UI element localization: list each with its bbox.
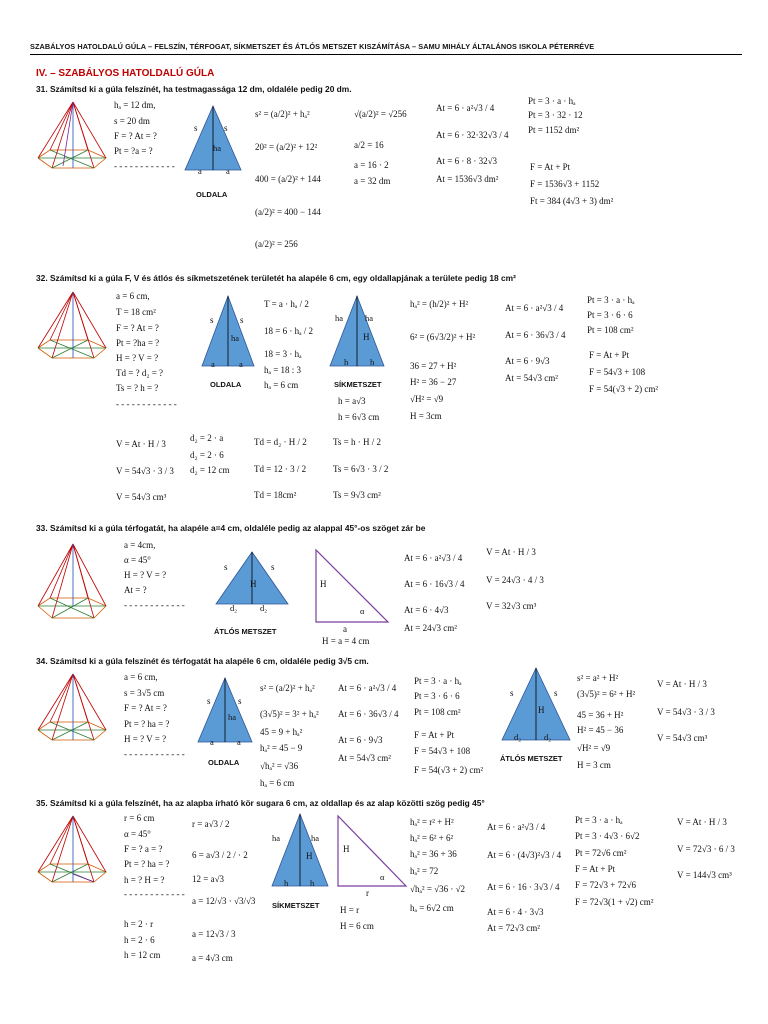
calc-line: hₐ = 6√2 cm [410, 903, 454, 913]
calc-line: V = At · H / 3 [657, 679, 707, 689]
label-ha: ha [272, 833, 281, 843]
calc-line: (3√5)² = 6² + H² [577, 689, 636, 699]
given-line: r = 6 cm [124, 813, 155, 823]
calc-line: a = 16 · 2 [354, 160, 389, 170]
triangle-side-32 [200, 294, 256, 368]
triangle-side-31 [183, 104, 243, 172]
label-oldala: OLDALA [210, 380, 242, 389]
calc-line: a = 4√3 cm [192, 953, 233, 963]
calc-line: hₐ² = (h/2)² + H² [410, 299, 469, 309]
label-s: s [271, 562, 275, 572]
calc-line: H = 3cm [410, 411, 442, 421]
label-s: s [224, 562, 228, 572]
label-H: H [363, 332, 370, 342]
calc-line: d₂ = 12 cm [190, 465, 230, 475]
pyramid-figure-34 [36, 670, 112, 752]
calc-line: hₐ = 18 : 3 [264, 365, 302, 375]
header-divider [30, 54, 742, 55]
calc-line: 18 = 3 · hₐ [264, 349, 302, 359]
given-line: - - - - - - - - - - - - [114, 161, 175, 171]
label-H: H [306, 851, 313, 861]
calc-line: 45 = 36 + H² [577, 710, 624, 720]
given-line: h = 2 · r [124, 919, 154, 929]
label-s: s [554, 688, 558, 698]
calc-line: Td = 18cm² [254, 490, 297, 500]
calc-line: √hₐ² = √36 [260, 761, 299, 771]
calc-line: H² = 45 − 36 [577, 725, 624, 735]
calc-line: hₐ = 6 cm [260, 778, 295, 788]
calc-line: 36 = 27 + H² [410, 361, 457, 371]
calc-line: At = 6 · a²√3 / 4 [487, 822, 546, 832]
label-a-half: a [198, 166, 202, 176]
calc-line: 45 = 9 + hₐ² [260, 727, 303, 737]
calc-line: V = 32√3 cm³ [486, 601, 537, 611]
label-d2-half: d₂ [514, 732, 522, 742]
label-H: H [538, 705, 545, 715]
triangle-diagonal-34 [500, 666, 572, 742]
calc-line: At = 6 · a²√3 / 4 [338, 683, 397, 693]
given-line: - - - - - - - - - - - - [124, 600, 185, 610]
problem-33-h-equals-a: H = a = 4 cm [322, 636, 370, 646]
calc-line: H = 6 cm [340, 921, 374, 931]
given-line: H = ? V = ? [116, 353, 159, 363]
calc-line: s² = a² + H² [577, 673, 619, 683]
calc-line: hₐ = 6 cm [264, 380, 299, 390]
label-ha: ha [231, 333, 240, 343]
calc-line: 12 = a√3 [192, 874, 225, 884]
label-oldala: OLDALA [196, 190, 228, 199]
calc-line: 6² = (6√3/2)² + H² [410, 332, 476, 342]
calc-line: At = 6 · 32·32√3 / 4 [436, 130, 509, 140]
calc-line: At = 6 · 9√3 [338, 735, 383, 745]
calc-line: √H² = √9 [410, 394, 444, 404]
calc-line: H = 3 cm [577, 760, 611, 770]
calc-line: At = 6 · a²√3 / 4 [505, 303, 564, 313]
calc-line: (3√5)² = 3² + hₐ² [260, 709, 319, 719]
calc-line: At = 6 · 16 · 3√3 / 4 [487, 882, 560, 892]
calc-line: At = 6 · a²√3 / 4 [404, 553, 463, 563]
triangle-side-34 [196, 676, 254, 744]
calc-line: Pt = 72√6 cm² [575, 848, 627, 858]
given-line: a = 6 cm, [116, 291, 150, 301]
label-alpha: α [380, 872, 385, 882]
problem-33-question: 33. Számítsd ki a gúla térfogatát, ha alapéle a=4 cm, oldaléle pedig az alappal 45°-os szöget zár be [36, 523, 426, 533]
label-atlos: ÁTLÓS METSZET [500, 754, 563, 763]
calc-line: At = 6 · (4√3)²√3 / 4 [487, 850, 562, 860]
calc-line: At = 54√3 cm² [338, 753, 391, 763]
problem-32-question: 32. Számítsd ki a gúla F, V és átlós és síkmetszetének területét ha alapéle 6 cm, egy oldallapjának a területe pedig 18 cm² [36, 273, 516, 283]
label-H: H [250, 579, 257, 589]
calc-line: hₐ² = 45 − 9 [260, 743, 303, 753]
calc-line: hₐ² = 72 [410, 866, 439, 876]
calc-line: At = 1536√3 dm² [436, 174, 499, 184]
pyramid-figure-33 [36, 540, 112, 630]
problem-31-question: 31. Számítsd ki a gúla felszínét, ha testmagassága 12 dm, oldaléle pedig 20 dm. [36, 84, 352, 94]
label-h-half: h [310, 878, 315, 888]
label-a-half: a [239, 359, 243, 369]
page-header: SZABÁLYOS HATOLDALÚ GÚLA – FELSZÍN, TÉRFOGAT, SÍKMETSZET ÉS ÁTLÓS METSZET KISZÁMÍTÁSA – SAMU MIHÁLY ÁLTALÁNOS ISKOLA PÉTERRÉVE [30, 42, 595, 51]
given-line: Pt = ?a = ? [114, 146, 153, 156]
calc-line: Pt = 108 cm² [414, 707, 461, 717]
given-line: Pt = ?ha = ? [116, 338, 160, 348]
calc-line: Pt = 108 cm² [587, 325, 634, 335]
given-line: s = 3√5 cm [124, 688, 165, 698]
given-line: T = 18 cm² [116, 307, 156, 317]
calc-line: Td = d₂ · H / 2 [254, 437, 307, 447]
problem-35-question: 35. Számítsd ki a gúla felszínét, ha az alapba írható kör sugara 6 cm, az oldallap és az alap közötti szög pedig 45° [36, 798, 485, 808]
given-line: F = ? At = ? [116, 323, 159, 333]
calc-line: h = 6√3 cm [338, 412, 380, 422]
calc-line: F = 54√3 + 108 [589, 367, 646, 377]
calc-line: √hₐ² = √36 · √2 [410, 884, 466, 894]
calc-line: F = 54(√3 + 2) cm² [414, 765, 484, 775]
calc-line: V = At · H / 3 [486, 547, 536, 557]
given-line: a = 6 cm, [124, 672, 158, 682]
calc-line: F = At + Pt [589, 350, 630, 360]
calc-line: V = 54√3 · 3 / 3 [116, 466, 174, 476]
label-d2-half: d₂ [544, 732, 552, 742]
calc-line: F = 54(√3 + 2) cm² [589, 384, 659, 394]
label-a-half: a [210, 737, 214, 747]
label-s: s [207, 696, 211, 706]
label-a-half: a [237, 737, 241, 747]
calc-line: V = 72√3 · 6 / 3 [677, 844, 735, 854]
label-ha: ha [335, 313, 344, 323]
triangle-plane-section-35 [270, 812, 330, 888]
calc-line: a/2 = 16 [354, 140, 384, 150]
calc-line: At = 6 · 36√3 / 4 [338, 709, 399, 719]
label-sikmetszet: SÍKMETSZET [334, 380, 382, 389]
given-line: h = 2 · 6 [124, 935, 155, 945]
label-sikmetszet: SÍKMETSZET [272, 901, 320, 910]
calc-line: 20² = (a/2)² + 12² [255, 142, 318, 152]
calc-line: V = At · H / 3 [677, 817, 727, 827]
calc-line: V = 144√3 cm³ [677, 870, 732, 880]
given-line: F = ? At = ? [124, 703, 167, 713]
calc-line: V = At · H / 3 [116, 439, 166, 449]
label-H: H [343, 844, 350, 854]
calc-line: V = 54√3 cm³ [116, 492, 167, 502]
label-s: s [240, 315, 244, 325]
label-ha: ha [311, 833, 320, 843]
label-H: H [320, 579, 327, 589]
calc-line: d₂ = 2 · a [190, 433, 224, 443]
label-atlos: ÁTLÓS METSZET [214, 627, 277, 636]
calc-line: s² = (a/2)² + hₐ² [255, 109, 310, 119]
calc-line: At = 6 · 8 · 32√3 [436, 156, 498, 166]
calc-line: a = 12√3 / 3 [192, 929, 236, 939]
label-s: s [238, 696, 242, 706]
calc-line: 18 = 6 · hₐ / 2 [264, 326, 314, 336]
given-line: h = ? H = ? [124, 875, 165, 885]
label-ha: ha [213, 143, 222, 153]
calc-line: (a/2)² = 256 [255, 239, 298, 249]
calc-line: h = a√3 [338, 396, 366, 406]
given-line: Td = ? d₂ = ? [116, 368, 164, 378]
triangle-diagonal-33 [214, 550, 290, 606]
calc-line: H = r [340, 905, 360, 915]
given-line: α = 45° [124, 555, 151, 565]
calc-line: 6 = a√3 / 2 / · 2 [192, 850, 248, 860]
calc-line: F = 54√3 + 108 [414, 746, 471, 756]
given-line: Ts = ? h = ? [116, 383, 159, 393]
calc-line: At = 72√3 cm² [487, 923, 540, 933]
given-line: Pt = ? ha = ? [124, 859, 170, 869]
calc-line: At = 24√3 cm² [404, 623, 457, 633]
calc-line: F = 72√3 + 72√6 [575, 880, 637, 890]
pyramid-figure-32 [36, 288, 112, 370]
given-line: hₐ = 12 dm, [114, 100, 156, 110]
calc-line: Pt = 3 · a · hₐ [528, 96, 576, 106]
section-title: IV. – SZABÁLYOS HATOLDALÚ GÚLA [36, 68, 215, 79]
calc-line: Pt = 3 · 4√3 · 6√2 [575, 831, 640, 841]
given-line: F = ? a = ? [124, 844, 163, 854]
label-d2-half: d₂ [260, 603, 268, 613]
calc-line: Ft = 384 (4√3 + 3) dm² [530, 196, 614, 206]
calc-line: Td = 12 · 3 / 2 [254, 464, 307, 474]
calc-line: √(a/2)² = √256 [354, 109, 407, 119]
calc-line: Ts = 6√3 · 3 / 2 [333, 464, 389, 474]
label-d2-half: d₂ [230, 603, 238, 613]
label-h-half: h [370, 357, 375, 367]
given-line: s = 20 dm [114, 116, 150, 126]
calc-line: V = 54√3 · 3 / 3 [657, 707, 715, 717]
given-line: F = ? At = ? [114, 131, 157, 141]
label-a-half: a [226, 166, 230, 176]
calc-line: At = 6 · 36√3 / 4 [505, 330, 566, 340]
calc-line: V = 54√3 cm³ [657, 733, 708, 743]
calc-line: hₐ² = 6² + 6² [410, 833, 454, 843]
calc-line: s² = (a/2)² + hₐ² [260, 683, 315, 693]
calc-line: F = At + Pt [575, 864, 616, 874]
calc-line: At = 6 · 4 · 3√3 [487, 907, 544, 917]
pyramid-figure-31 [36, 98, 112, 180]
calc-line: Pt = 3 · 32 · 12 [528, 110, 583, 120]
calc-line: Ts = 9√3 cm² [333, 490, 381, 500]
calc-line: At = 6 · 9√3 [505, 356, 550, 366]
calc-line: (a/2)² = 400 − 144 [255, 207, 321, 217]
given-line: H = ? V = ? [124, 570, 167, 580]
calc-line: F = 1536√3 + 1152 [530, 179, 600, 189]
calc-line: At = 54√3 cm² [505, 373, 558, 383]
calc-line: a = 32 dm [354, 176, 391, 186]
calc-line: H² = 36 − 27 [410, 377, 457, 387]
calc-line: Ts = h · H / 2 [333, 437, 381, 447]
calc-line: V = 24√3 · 4 / 3 [486, 575, 544, 585]
label-s: s [224, 123, 228, 133]
label-s: s [210, 315, 214, 325]
calc-line: Pt = 3 · a · hₐ [575, 815, 623, 825]
label-s: s [194, 123, 198, 133]
calc-line: hₐ² = 36 + 36 [410, 849, 457, 859]
label-ha: ha [228, 712, 237, 722]
calc-line: At = 6 · a²√3 / 4 [436, 103, 495, 113]
given-line: - - - - - - - - - - - - [124, 889, 185, 899]
label-h-half: h [344, 357, 349, 367]
given-line: a = 4cm, [124, 540, 156, 550]
calc-line: Pt = 1152 dm² [528, 125, 580, 135]
calc-line: F = 72√3(1 + √2) cm² [575, 897, 654, 907]
label-r: r [366, 888, 369, 898]
given-line: H = ? V = ? [124, 734, 167, 744]
calc-line: r = a√3 / 2 [192, 819, 230, 829]
given-line: α = 45° [124, 829, 151, 839]
given-line: Pt = ? ha = ? [124, 719, 170, 729]
calc-line: 400 = (a/2)² + 144 [255, 174, 321, 184]
calc-line: hₐ² = r² + H² [410, 817, 454, 827]
label-h-half: h [284, 878, 289, 888]
calc-line: Pt = 3 · a · hₐ [414, 676, 462, 686]
problem-34-question: 34. Számítsd ki a gúla felszínét és térfogatát ha alapéle 6 cm, oldaléle pedig 3√5 cm. [36, 656, 369, 666]
calc-line: At = 6 · 4√3 [404, 605, 449, 615]
triangle-plane-section-32 [328, 294, 386, 368]
label-a-half: a [211, 359, 215, 369]
label-alpha: α [360, 606, 365, 616]
given-line: - - - - - - - - - - - - [116, 399, 177, 409]
calc-line: a = 12/√3 · √3/√3 [192, 896, 256, 906]
calc-line: √H² = √9 [577, 743, 611, 753]
calc-line: Pt = 3 · 6 · 6 [587, 310, 633, 320]
calc-line: Pt = 3 · 6 · 6 [414, 691, 460, 701]
given-line: h = 12 cm [124, 950, 161, 960]
calc-line: At = 6 · 16√3 / 4 [404, 579, 465, 589]
calc-line: T = a · hₐ / 2 [264, 299, 309, 309]
calc-line: F = At + Pt [414, 730, 455, 740]
given-line: - - - - - - - - - - - - [124, 749, 185, 759]
calc-line: F = At + Pt [530, 162, 571, 172]
given-line: At = ? [124, 585, 147, 595]
calc-line: d₂ = 2 · 6 [190, 450, 224, 460]
label-ha: ha [365, 313, 374, 323]
pyramid-figure-35 [36, 812, 112, 894]
label-a: a [343, 624, 347, 634]
label-oldala: OLDALA [208, 758, 240, 767]
calc-line: Pt = 3 · a · hₐ [587, 295, 635, 305]
label-s: s [510, 688, 514, 698]
